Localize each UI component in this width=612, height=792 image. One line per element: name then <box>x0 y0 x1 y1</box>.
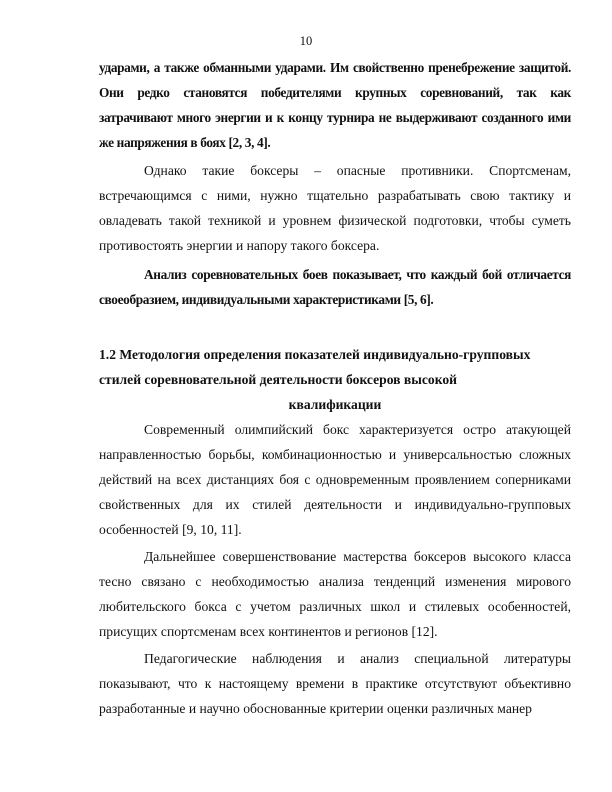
section-heading-line-2: стилей соревновательной деятельности боксеров высокой <box>99 372 457 387</box>
paragraph-bout-analysis: Анализ соревновательных боев показывает, что каждый бой отличается своеобразием, индивидуальными характеристиками [5, 6]. <box>99 267 571 307</box>
page-number: 10 <box>299 34 313 48</box>
paragraph-modern-boxing: Современный олимпийский бокс характеризуется остро атакующей направленностью борьбы, комбинационностью и универсальностью сложных действий на всех дистанциях боя с одновременным проявлением соперниками свойственных для их стилей деятельности и индивидуально-групповых особенностей [9, 10, 11]. <box>99 422 571 537</box>
paragraph-skill-improvement: Дальнейшее совершенствование мастерства боксеров высокого класса тесно связано с необходимостью анализа тенденций изменения мирового любительского бокса с учетом различных школ и стилевых особенностей, присущих спортсменам всех континентов и регионов [12]. <box>99 549 571 639</box>
section-heading <box>99 342 571 417</box>
page-content <box>99 55 571 721</box>
section-heading-line-3: квалификации <box>288 397 382 412</box>
section-heading-line-1: 1.2 Методология определения показателей индивидуально-групповых <box>99 347 531 362</box>
paragraph-pedagogical-observations: Педагогические наблюдения и анализ специальной литературы показывают, что к настоящему времени в практике отсутствуют объективно разработанные и научно обоснованные критерии оценки различных манер <box>99 651 571 716</box>
paragraph-intro-continuation: ударами, а также обманными ударами. Им свойственно пренебрежение защитой. Они редко становятся победителями крупных соревнований, так как затрачивают много энергии и к концу турнира не выдерживают созданного ими же напряжения в боях [2, 3, 4]. <box>99 60 571 150</box>
paragraph-dangerous-opponents: Однако такие боксеры – опасные противники. Спортсменам, встречающимся с ними, нужно тщательно разрабатывать свою тактику и овладевать такой техникой и уровнем физической подготовки, чтобы суметь противостоять энергии и напору такого боксера. <box>99 163 571 253</box>
